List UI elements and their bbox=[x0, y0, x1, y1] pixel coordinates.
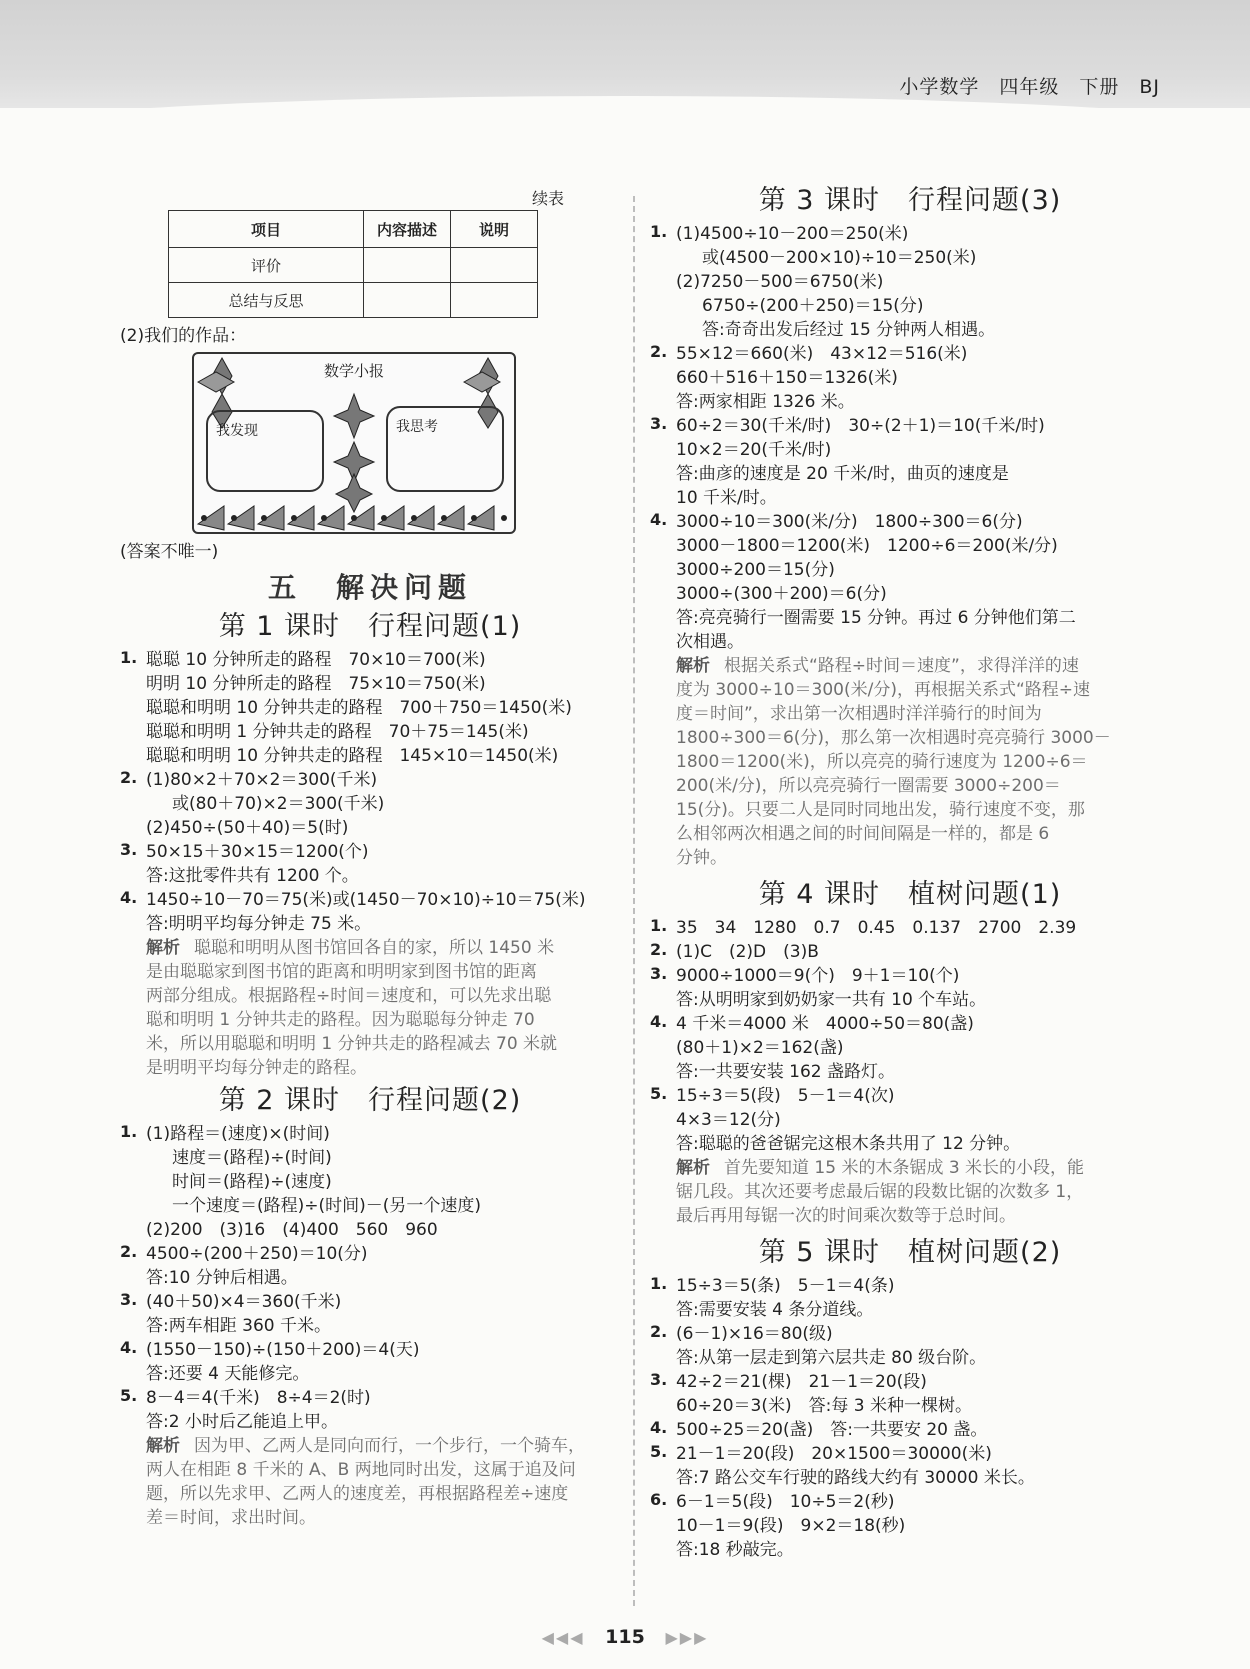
answer-line: 明明 10 分钟所走的路程 75×10＝750(米) bbox=[146, 674, 486, 694]
explanation-line: 1800＝1200(米)，所以亮亮的骑行速度为 1200÷6＝ bbox=[676, 752, 1088, 772]
question-number: 1. bbox=[120, 648, 138, 667]
answer-line: 时间＝(路程)÷(速度) bbox=[172, 1172, 332, 1192]
answer-line: 聪聪和明明 1 分钟共走的路程 70＋75＝145(米) bbox=[146, 722, 529, 742]
answer-line: 或(80＋70)×2＝300(千米) bbox=[172, 794, 385, 814]
question-5 bbox=[650, 1084, 1170, 1156]
answer-line: 答:一共要安装 162 盏路灯。 bbox=[676, 1062, 895, 1082]
answer-line: 或(4500－200×10)÷10＝250(米) bbox=[702, 248, 977, 268]
answer-line: 9000÷1000＝9(个) 9＋1＝10(个) bbox=[676, 966, 960, 986]
explanation-line: 么相邻两次相遇之间的时间间隔是一样的，都是 6 bbox=[676, 824, 1050, 844]
question-number: 3. bbox=[650, 964, 668, 983]
column-divider bbox=[633, 196, 635, 1606]
question-4 bbox=[120, 888, 620, 936]
answer-line: 60÷2＝30(千米/时) 30÷(2＋1)＝10(千米/时) bbox=[676, 416, 1045, 436]
answer-line: (40＋50)×4＝360(千米) bbox=[146, 1292, 342, 1312]
question-number: 2. bbox=[120, 1242, 138, 1261]
question-2 bbox=[650, 342, 1170, 414]
question-5 bbox=[650, 1442, 1170, 1490]
question-3 bbox=[650, 1370, 1170, 1418]
explanation-tag: 解析 bbox=[676, 1158, 710, 1178]
answer-line: 15÷3＝5(段) 5－1＝4(次) bbox=[676, 1086, 895, 1106]
table-cell bbox=[364, 248, 451, 283]
explanation-line: 度＝时间”，求出第一次相遇时洋洋骑行的时间为 bbox=[676, 704, 1042, 724]
answer-line: 答:还要 4 天能修完。 bbox=[146, 1364, 310, 1384]
answer-line: 10×2＝20(千米/时) bbox=[676, 440, 832, 460]
explanation-line: 差＝时间，求出时间。 bbox=[146, 1508, 316, 1528]
question-number: 3. bbox=[650, 1370, 668, 1389]
answer-line: 答:聪聪的爸爸锯完这根木条共用了 12 分钟。 bbox=[676, 1134, 1021, 1154]
answer-line: 聪聪和明明 10 分钟共走的路程 700＋750＝1450(米) bbox=[146, 698, 572, 718]
answer-line: (80＋1)×2＝162(盏) bbox=[676, 1038, 844, 1058]
question-1 bbox=[650, 222, 1170, 342]
table-row bbox=[169, 283, 538, 318]
project-table bbox=[168, 210, 538, 318]
explanation bbox=[650, 654, 1170, 870]
question-number: 3. bbox=[120, 1290, 138, 1309]
question-number: 1. bbox=[650, 222, 668, 241]
question-4 bbox=[650, 510, 1170, 654]
table-header-row bbox=[169, 211, 538, 248]
explanation-line: 是明明平均每分钟走的路程。 bbox=[146, 1058, 367, 1078]
question-number: 5. bbox=[650, 1084, 668, 1103]
table-cell bbox=[364, 283, 451, 318]
answer-line: 50×15＋30×15＝1200(个) bbox=[146, 842, 369, 862]
explanation-line: 聪和明明 1 分钟共走的路程。因为聪聪每分钟走 70 bbox=[146, 1010, 535, 1030]
answer-line: 6750÷(200＋250)＝15(分) bbox=[702, 296, 924, 316]
answer-line: 3000－1800＝1200(米) 1200÷6＝200(米/分) bbox=[676, 536, 1058, 556]
table-header-cell: 说明 bbox=[451, 211, 538, 248]
answer-line: 500÷25＝20(盏) 答:一共要安 20 盏。 bbox=[676, 1420, 988, 1440]
question-number: 6. bbox=[650, 1490, 668, 1509]
answer-line: 一个速度＝(路程)÷(时间)－(另一个速度) bbox=[172, 1196, 482, 1216]
table-cell: 总结与反思 bbox=[169, 283, 364, 318]
table-header-cell: 项目 bbox=[169, 211, 364, 248]
question-number: 4. bbox=[650, 1012, 668, 1031]
answer-line: 21－1＝20(段) 20×1500＝30000(米) bbox=[676, 1444, 992, 1464]
answer-line: 3000÷(300＋200)＝6(分) bbox=[676, 584, 887, 604]
answer-line: (1)C (2)D (3)B bbox=[676, 942, 819, 962]
answer-line: 速度＝(路程)÷(时间) bbox=[172, 1148, 332, 1168]
section-title-lesson-2: 第 2 课时 行程问题(2) bbox=[218, 1085, 522, 1116]
question-6 bbox=[650, 1490, 1170, 1562]
explanation-tag: 解析 bbox=[676, 656, 710, 676]
question-number: 3. bbox=[650, 414, 668, 433]
explanation-tag: 解析 bbox=[146, 938, 180, 958]
question-2 bbox=[650, 1322, 1170, 1370]
question-4 bbox=[650, 1418, 1170, 1442]
question-number: 4. bbox=[120, 1338, 138, 1357]
question-number: 2. bbox=[650, 940, 668, 959]
answer-line: 10－1＝9(段) 9×2＝18(秒) bbox=[676, 1516, 906, 1536]
question-5 bbox=[120, 1386, 620, 1434]
explanation-line: 1800÷300＝6(分)，那么第一次相遇时亮亮骑行 3000－ bbox=[676, 728, 1111, 748]
answer-line: 答:7 路公交车行驶的路线大约有 30000 米长。 bbox=[676, 1468, 1035, 1488]
answer-line: 660＋516＋150＝1326(米) bbox=[676, 368, 898, 388]
explanation-line: 首先要知道 15 米的木条锯成 3 米长的小段，能 bbox=[724, 1158, 1085, 1178]
answer-line: (6－1)×16＝80(级) bbox=[676, 1324, 833, 1344]
question-number: 1. bbox=[120, 1122, 138, 1141]
answer-line: 6－1＝5(段) 10÷5＝2(秒) bbox=[676, 1492, 895, 1512]
unit-title: 五 解决问题 bbox=[267, 571, 472, 604]
answer-line: 答:从明明家到奶奶家一共有 10 个车站。 bbox=[676, 990, 987, 1010]
poster-box-think: 我思考 bbox=[386, 406, 504, 492]
answer-line: (1)4500÷10－200＝250(米) bbox=[676, 224, 909, 244]
answer-line: 答:曲彦的速度是 20 千米/时，曲页的速度是 bbox=[676, 464, 1009, 484]
question-3 bbox=[650, 414, 1170, 510]
continue-label: 续表 bbox=[531, 189, 564, 208]
table-row bbox=[169, 248, 538, 283]
question-number: 1. bbox=[650, 1274, 668, 1293]
answer-line: (1)80×2＋70×2＝300(千米) bbox=[146, 770, 378, 790]
question-2 bbox=[120, 1242, 620, 1290]
question-number: 1. bbox=[650, 916, 668, 935]
answer-line: 1450÷10－70＝75(米)或(1450－70×10)÷10＝75(米) bbox=[146, 890, 586, 910]
answer-line: 8－4＝4(千米) 8÷4＝2(时) bbox=[146, 1388, 371, 1408]
explanation-line: 因为甲、乙两人是同向而行，一个步行，一个骑车， bbox=[194, 1436, 585, 1456]
question-number: 5. bbox=[650, 1442, 668, 1461]
answer-line: 答:亮亮骑行一圈需要 15 分钟。再过 6 分钟他们第二 bbox=[676, 608, 1076, 628]
answer-line: 3000÷10＝300(米/分) 1800÷300＝6(分) bbox=[676, 512, 1023, 532]
question-4 bbox=[120, 1338, 620, 1386]
table-cell: 评价 bbox=[169, 248, 364, 283]
answer-line: 聪聪 10 分钟所走的路程 70×10＝700(米) bbox=[146, 650, 486, 670]
question-number: 2. bbox=[650, 1322, 668, 1341]
explanation-line: 题，所以先求甲、乙两人的速度差，再根据路程差÷速度 bbox=[146, 1484, 569, 1504]
section-title-lesson-5: 第 5 课时 植树问题(2) bbox=[758, 1237, 1062, 1268]
poster-box-discover: 我发现 bbox=[206, 410, 324, 492]
page-footer bbox=[0, 1626, 1250, 1648]
prev-page-arrows-icon: ◀◀◀ bbox=[541, 1628, 585, 1647]
answer-line: 答:需要安装 4 条分道线。 bbox=[676, 1300, 874, 1320]
answer-line: (2)450÷(50＋40)＝5(时) bbox=[146, 818, 349, 838]
answer-line: 3000÷200＝15(分) bbox=[676, 560, 835, 580]
question-1 bbox=[120, 1122, 620, 1242]
header-title: 小学数学 四年级 下册 BJ bbox=[899, 76, 1160, 98]
answer-note: (答案不唯一) bbox=[120, 542, 219, 562]
answer-line: 答:两车相距 360 千米。 bbox=[146, 1316, 331, 1336]
section-title-lesson-4: 第 4 课时 植树问题(1) bbox=[758, 879, 1062, 910]
explanation-line: 米，所以用聪聪和明明 1 分钟共走的路程减去 70 米就 bbox=[146, 1034, 558, 1054]
answer-line: 答:明明平均每分钟走 75 米。 bbox=[146, 914, 372, 934]
explanation-line: 聪聪和明明从图书馆回各自的家，所以 1450 米 bbox=[194, 938, 555, 958]
explanation-line: 最后再用每锯一次的时间乘次数等于总时间。 bbox=[676, 1206, 1016, 1226]
question-number: 4. bbox=[650, 1418, 668, 1437]
answer-line: 4500÷(200＋250)＝10(分) bbox=[146, 1244, 368, 1264]
question-1 bbox=[650, 1274, 1170, 1322]
question-number: 2. bbox=[650, 342, 668, 361]
table-header-cell: 内容描述 bbox=[364, 211, 451, 248]
answer-line: 15÷3＝5(条) 5－1＝4(条) bbox=[676, 1276, 895, 1296]
explanation bbox=[120, 1434, 620, 1530]
question-2 bbox=[650, 940, 1170, 964]
math-newspaper-poster bbox=[192, 352, 516, 534]
explanation-tag: 解析 bbox=[146, 1436, 180, 1456]
explanation bbox=[650, 1156, 1170, 1228]
works-label: (2)我们的作品： bbox=[120, 326, 247, 346]
explanation-line: 分钟。 bbox=[676, 848, 727, 868]
explanation-line: 15(分)。只要二人是同时同地出发，骑行速度不变，那 bbox=[676, 800, 1085, 820]
answer-line: 35 34 1280 0.7 0.45 0.137 2700 2.39 bbox=[676, 918, 1077, 938]
answer-line: 答:从第一层走到第六层共走 80 级台阶。 bbox=[676, 1348, 987, 1368]
section-title-lesson-3: 第 3 课时 行程问题(3) bbox=[758, 185, 1062, 216]
explanation-line: 度为 3000÷10＝300(米/分)，再根据关系式“路程÷速 bbox=[676, 680, 1091, 700]
explanation bbox=[120, 936, 620, 1080]
answer-line: 55×12＝660(米) 43×12＝516(米) bbox=[676, 344, 968, 364]
answer-line: 4×3＝12(分) bbox=[676, 1110, 781, 1130]
right-column bbox=[650, 180, 1170, 1562]
question-1 bbox=[120, 648, 620, 768]
section-title-lesson-1: 第 1 课时 行程问题(1) bbox=[218, 611, 522, 642]
next-page-arrows-icon: ▶▶▶ bbox=[665, 1628, 709, 1647]
answer-line: 答:18 秒敲完。 bbox=[676, 1540, 794, 1560]
answer-line: (1)路程＝(速度)×(时间) bbox=[146, 1124, 330, 1144]
answer-line: 聪聪和明明 10 分钟共走的路程 145×10＝1450(米) bbox=[146, 746, 559, 766]
table-cell bbox=[451, 248, 538, 283]
question-4 bbox=[650, 1012, 1170, 1084]
explanation-line: 是由聪聪家到图书馆的距离和明明家到图书馆的距离 bbox=[146, 962, 537, 982]
answer-line: 42÷2＝21(棵) 21－1＝20(段) bbox=[676, 1372, 927, 1392]
question-number: 3. bbox=[120, 840, 138, 859]
table-cell bbox=[451, 283, 538, 318]
answer-line: 次相遇。 bbox=[676, 632, 744, 652]
answer-line: 答:这批零件共有 1200 个。 bbox=[146, 866, 359, 886]
explanation-line: 根据关系式“路程÷时间＝速度”，求得洋洋的速 bbox=[724, 656, 1079, 676]
question-number: 5. bbox=[120, 1386, 138, 1405]
question-number: 4. bbox=[650, 510, 668, 529]
left-column bbox=[120, 188, 620, 1530]
explanation-line: 两部分组成。根据路程÷时间＝速度和，可以先求出聪 bbox=[146, 986, 552, 1006]
answer-line: (2)7250－500＝6750(米) bbox=[676, 272, 884, 292]
question-number: 4. bbox=[120, 888, 138, 907]
answer-line: (2)200 (3)16 (4)400 560 960 bbox=[146, 1220, 438, 1240]
answer-line: (1550－150)÷(150＋200)＝4(天) bbox=[146, 1340, 420, 1360]
question-3 bbox=[120, 1290, 620, 1338]
explanation-line: 锯几段。其次还要考虑最后锯的段数比锯的次数多 1， bbox=[676, 1182, 1084, 1202]
answer-line: 答:两家相距 1326 米。 bbox=[676, 392, 855, 412]
question-3 bbox=[650, 964, 1170, 1012]
answer-line: 答:10 分钟后相遇。 bbox=[146, 1268, 298, 1288]
page-number: 115 bbox=[605, 1626, 645, 1648]
question-number: 2. bbox=[120, 768, 138, 787]
answer-line: 答:2 小时后乙能追上甲。 bbox=[146, 1412, 338, 1432]
answer-line: 60÷20＝3(米) 答:每 3 米种一棵树。 bbox=[676, 1396, 972, 1416]
question-2 bbox=[120, 768, 620, 840]
answer-line: 4 千米＝4000 米 4000÷50＝80(盏) bbox=[676, 1014, 974, 1034]
explanation-line: 200(米/分)，所以亮亮骑行一圈需要 3000÷200＝ bbox=[676, 776, 1061, 796]
question-1 bbox=[650, 916, 1170, 940]
explanation-line: 两人在相距 8 千米的 A、B 两地同时出发，这属于追及问 bbox=[146, 1460, 576, 1480]
answer-line: 答:奇奇出发后经过 15 分钟两人相遇。 bbox=[702, 320, 996, 340]
question-3 bbox=[120, 840, 620, 888]
poster-title: 数学小报 bbox=[323, 362, 384, 380]
answer-line: 10 千米/时。 bbox=[676, 488, 777, 508]
